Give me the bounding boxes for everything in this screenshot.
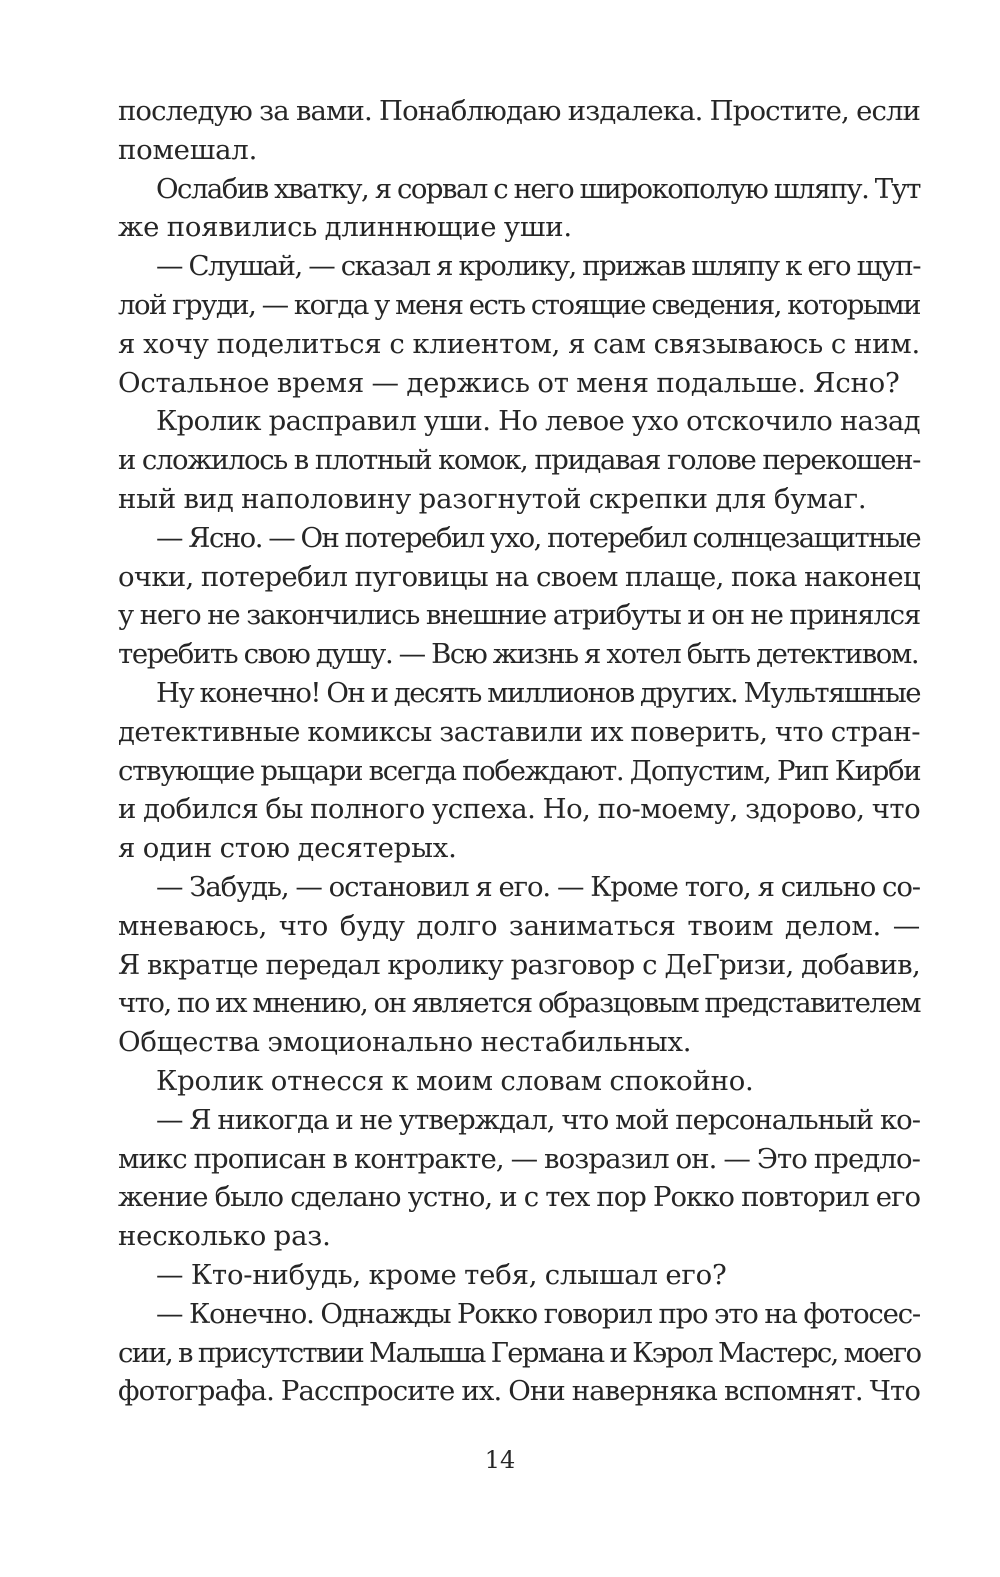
body-text	[118, 92, 920, 1411]
text-line: — Конечно. Однажды Рокко говорил про это на фотосес-	[156, 1297, 920, 1330]
text-line: — Кто-нибудь, кроме тебя, слышал его?	[156, 1258, 727, 1291]
text-line: я хочу поделиться с клиентом, я сам связываюсь с ним.	[118, 327, 920, 360]
text-line: теребить свою душу. — Всю жизнь я хотел быть детективом.	[118, 638, 919, 671]
text-line: мневаюсь, что буду долго заниматься твоим делом. —	[118, 909, 920, 942]
text-line: у него не закончились внешние атрибуты и он не принялся	[118, 599, 920, 632]
text-line: Ну конечно! Он и десять миллионов других. Мультяшные	[156, 676, 920, 709]
text-line: микс прописан в контракте, — возразил он. — Это предло-	[118, 1142, 920, 1175]
text-line: лой груди, — когда у меня есть стоящие сведения, которыми	[118, 288, 920, 321]
text-line: Ослабив хватку, я сорвал с него широкополую шляпу. Тут	[156, 172, 920, 205]
page-number: 14	[484, 1446, 516, 1474]
text-line: — Слушай, — сказал я кролику, прижав шляпу к его щуп-	[156, 250, 920, 283]
text-line: Остальное время — держись от меня подальше. Ясно?	[118, 366, 900, 399]
text-line: Я вкратце передал кролику разговор с ДеГризи, добавив,	[118, 948, 920, 981]
text-line: Кролик расправил уши. Но левое ухо отскочило назад	[156, 405, 920, 438]
text-line: я один стою десятерых.	[118, 832, 457, 865]
text-line: что, по их мнению, он является образцовым представителем	[118, 987, 920, 1020]
text-line: последую за вами. Понаблюдаю издалека. Простите, если	[118, 95, 920, 127]
text-line: Общества эмоционально нестабильных.	[118, 1026, 692, 1059]
text-line: ствующие рыцари всегда побеждают. Допустим, Рип Кирби	[118, 754, 921, 787]
text-line: очки, потеребил пуговицы на своем плаще, пока наконец	[118, 560, 920, 593]
text-line: фотографа. Расспросите их. Они наверняка вспомнят. Что	[118, 1375, 920, 1408]
text-line: — Я никогда и не утверждал, что мой персональный ко-	[156, 1103, 920, 1136]
text-line: помешал.	[118, 133, 258, 166]
text-line: детективные комиксы заставили их поверить, что стран-	[118, 715, 920, 748]
text-line: несколько раз.	[118, 1220, 331, 1253]
text-line: и добился бы полного успеха. Но, по-моему, здорово, что	[118, 793, 921, 826]
text-line: — Забудь, — остановил я его. — Кроме того, я сильно со-	[156, 870, 920, 903]
text-line: — Ясно. — Он потеребил ухо, потеребил солнцезащитные	[156, 521, 921, 554]
paragraph-stream	[118, 92, 920, 1411]
text-line: ный вид наполовину разогнутой скрепки для бумаг.	[118, 482, 867, 515]
text-line: и сложилось в плотный комок, придавая голове перекошен-	[118, 444, 920, 477]
text-line: жение было сделано устно, и с тех пор Рокко повторил его	[118, 1181, 920, 1214]
text-line: сии, в присутствии Малыша Германа и Кэрол Мастерс, моего	[118, 1336, 921, 1369]
text-line: же появились длиннющие уши.	[118, 211, 572, 244]
text-line: Кролик отнесся к моим словам спокойно.	[156, 1064, 754, 1097]
